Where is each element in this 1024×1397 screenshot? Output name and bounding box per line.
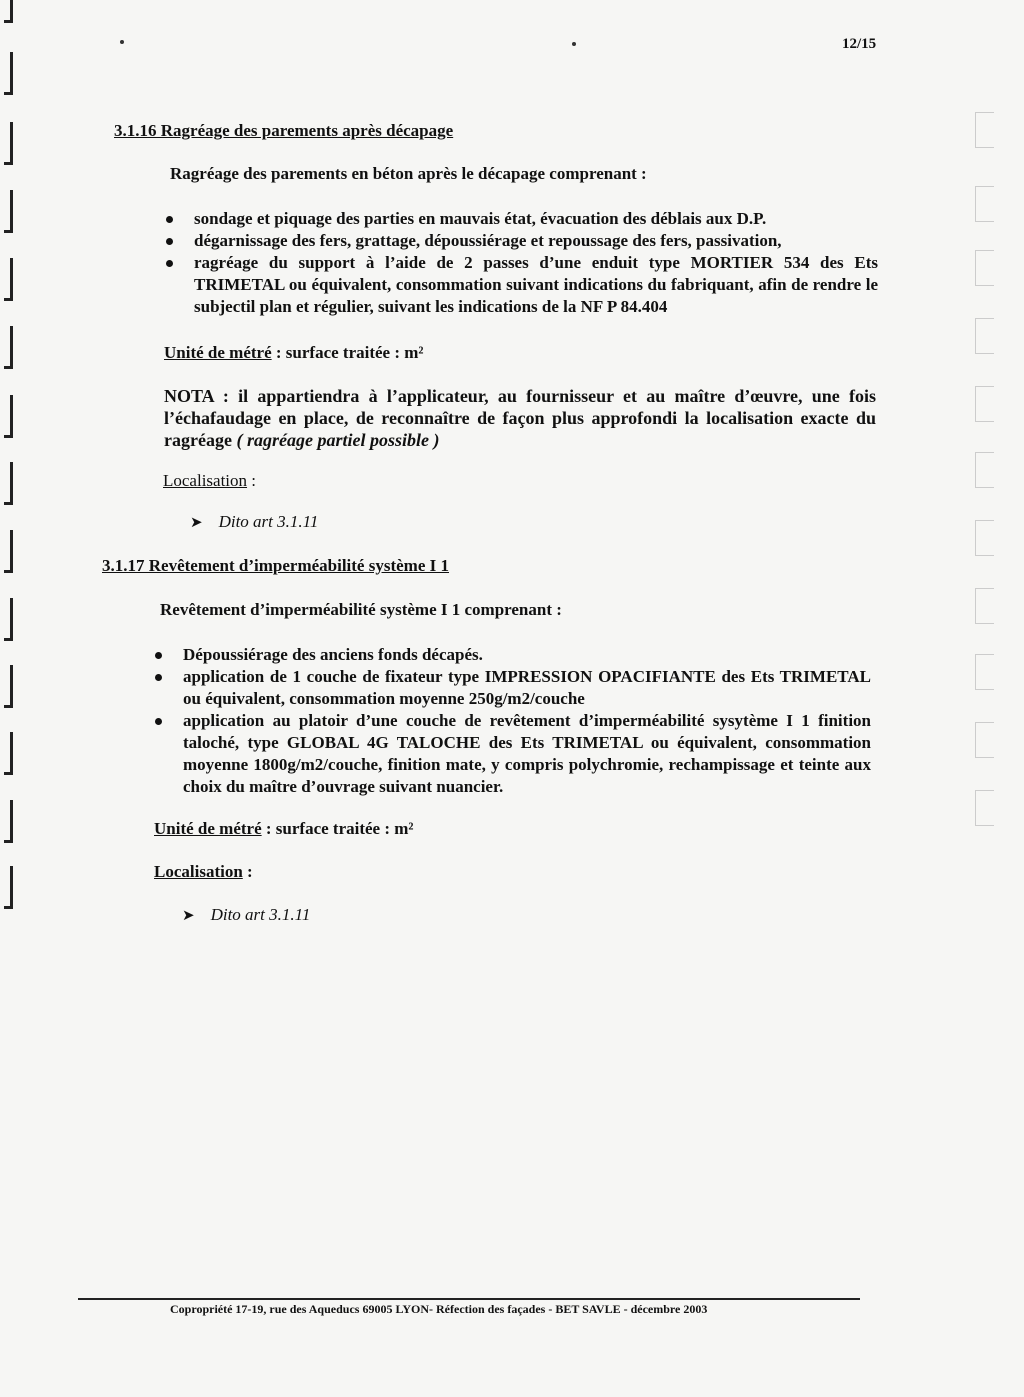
page-number: 12/15	[842, 36, 877, 52]
list-item: application de 1 couche de fixateur type IMPRESSION OPACIFIANTE des Ets TRIMETAL ou équivalent, consommation moyenne 250g/m2/couche	[165, 666, 871, 710]
bleed-through-mark	[975, 250, 994, 286]
bullet-icon	[155, 674, 162, 681]
binding-mark	[4, 800, 13, 843]
binding-mark	[4, 462, 13, 505]
binding-mark	[4, 122, 13, 165]
footer-rule	[78, 1298, 860, 1300]
bullet-icon	[166, 260, 173, 267]
list-item: application au platoir d’une couche de revêtement d’imperméabilité sysytème I 1 finition taloché, type GLOBAL 4G TALOCHE des Ets TRIMETAL ou équivalent, consommation moyenne 1800g/m2/couche, finition mate, y compris polychromie, rechampissage et teinte aux choix du maître d’ouvrage suivant nuancier.	[165, 710, 871, 798]
unit-value: : surface traitée : m²	[261, 819, 414, 838]
section1-bullet-list	[176, 208, 878, 318]
section2-localisation: Localisation :	[154, 862, 253, 881]
unit-label: Unité de métré	[164, 343, 272, 362]
localisation-label: Localisation	[163, 471, 248, 490]
binding-mark	[4, 326, 13, 369]
page-footer: Copropriété 17-19, rue des Aqueducs 69005 LYON- Réfection des façades - BET SAVLE - décembre 2003	[170, 1302, 708, 1316]
section1-intro: Ragréage des parements en béton après le décapage comprenant :	[170, 164, 647, 183]
nota-text: NOTA : il appartiendra à l’applicateur, au fournisseur et au maître d’œuvre, une fois l’échafaudage en place, de reconnaître de façon plus approfondi la localisation exacte du ragréage	[164, 386, 876, 450]
bullet-icon	[155, 718, 162, 725]
binding-mark	[4, 866, 13, 909]
bleed-through-mark	[975, 186, 994, 222]
bullet-icon	[166, 238, 173, 245]
binding-mark	[4, 258, 13, 301]
section-heading-3-1-16: 3.1.16 Ragréage des parements après décapage	[114, 121, 454, 140]
section-heading-3-1-17: 3.1.17 Revêtement d’imperméabilité système I 1	[102, 556, 449, 575]
bleed-through-mark	[975, 654, 994, 690]
bleed-through-mark	[975, 112, 994, 148]
bullet-icon	[166, 216, 173, 223]
list-item: Dépoussiérage des anciens fonds décapés.	[165, 644, 871, 666]
binding-mark	[4, 0, 13, 23]
list-item: ragréage du support à l’aide de 2 passes d’une enduit type MORTIER 534 des Ets TRIMETAL ou équivalent, consommation suivant indications du fabriquant, afin de rendre le subjectil plan et régulier, suivant les indications de la NF P 84.404	[176, 252, 878, 318]
nota-italic-note: ( ragréage partiel possible )	[236, 430, 440, 450]
unit-label: Unité de métré	[154, 819, 262, 838]
binding-mark	[4, 732, 13, 775]
scan-speck	[572, 42, 576, 46]
arrow-bullet-icon: ➤	[190, 515, 203, 531]
binding-mark	[4, 395, 13, 438]
bleed-through-mark	[975, 588, 994, 624]
list-item: dégarnissage des fers, grattage, dépoussiérage et repoussage des fers, passivation,	[176, 230, 878, 252]
section2-unit-line	[154, 818, 414, 840]
bullet-icon	[155, 652, 162, 659]
unit-value: : surface traitée : m²	[271, 343, 424, 362]
section2-bullet-list	[165, 644, 871, 798]
section1-localisation: Localisation :	[163, 471, 257, 490]
bleed-through-mark	[975, 452, 994, 488]
binding-mark	[4, 190, 13, 233]
arrow-bullet-icon: ➤	[182, 908, 195, 924]
section1-unit-line	[164, 342, 424, 364]
bleed-through-mark	[975, 520, 994, 556]
bleed-through-mark	[975, 722, 994, 758]
binding-mark	[4, 530, 13, 573]
scan-speck	[120, 40, 124, 44]
binding-mark	[4, 665, 13, 708]
section2-intro: Revêtement d’imperméabilité système I 1 comprenant :	[160, 600, 562, 619]
binding-mark	[4, 598, 13, 641]
binding-marks	[0, 0, 20, 1397]
binding-mark	[4, 52, 13, 95]
list-item: sondage et piquage des parties en mauvais état, évacuation des déblais aux D.P.	[176, 208, 878, 230]
localisation-label: Localisation	[154, 862, 243, 881]
nota-paragraph	[164, 385, 876, 451]
section2-ditto: ➤ Dito art 3.1.11	[182, 905, 311, 924]
bleed-through-mark	[975, 790, 994, 826]
section1-ditto: ➤ Dito art 3.1.11	[190, 512, 319, 531]
bleed-through-mark	[975, 318, 994, 354]
bleed-through-mark	[975, 386, 994, 422]
